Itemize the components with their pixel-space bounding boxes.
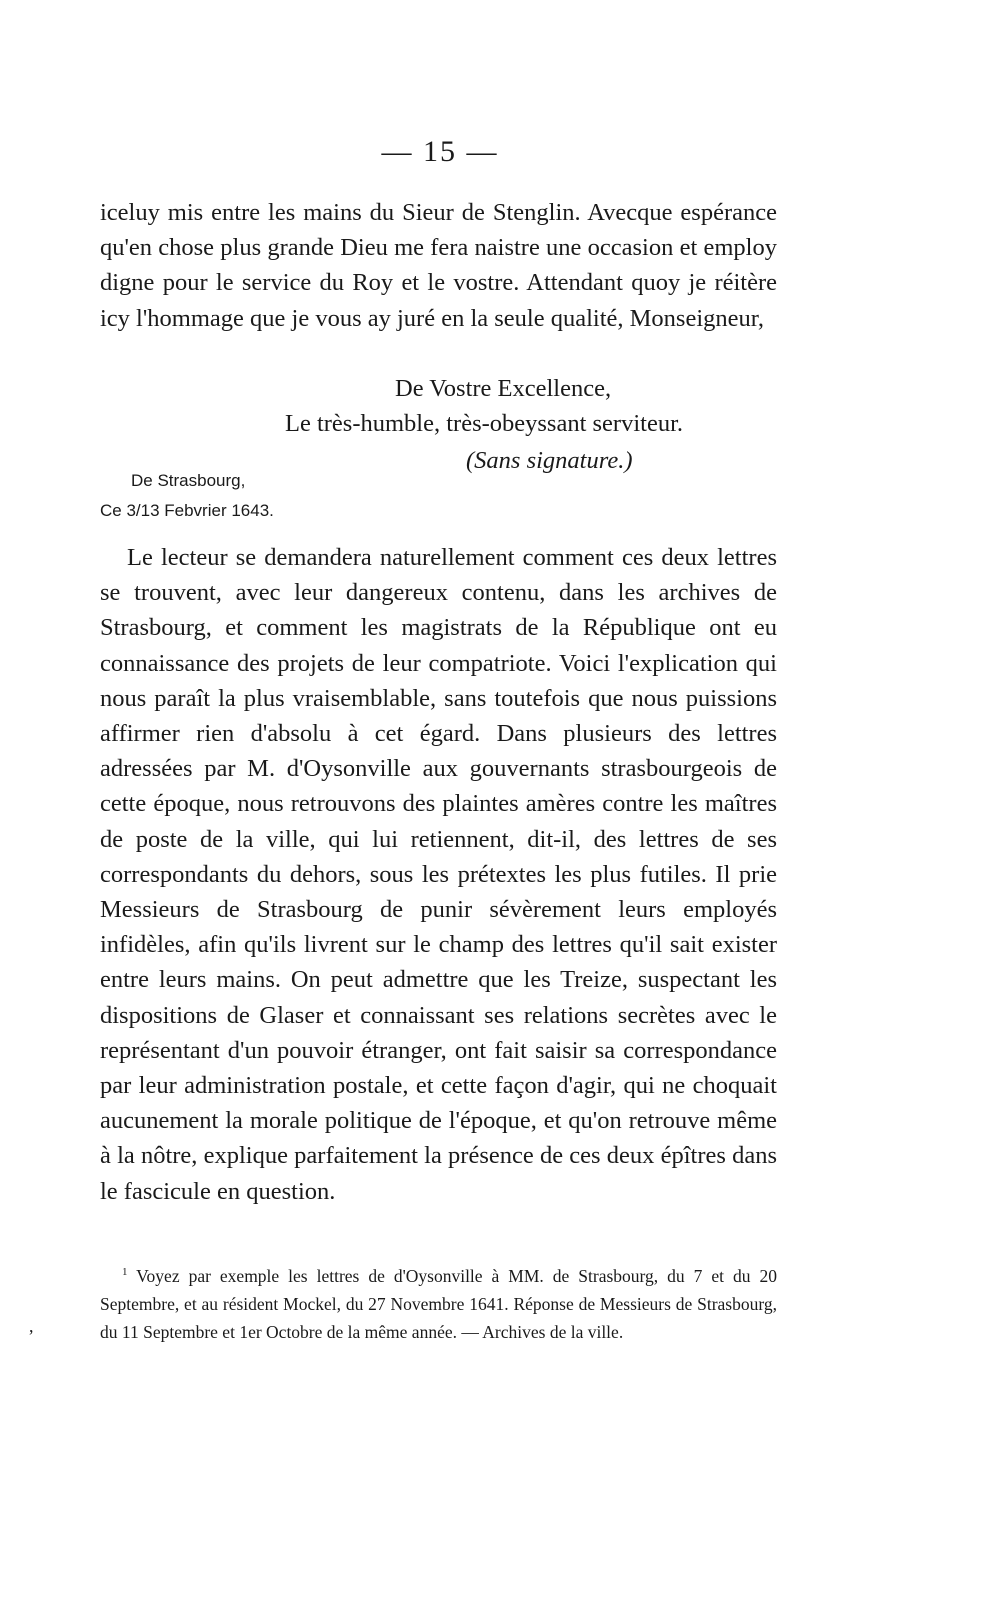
- footnote-marker: 1: [122, 1266, 128, 1279]
- margin-mark: ,: [29, 1316, 34, 1336]
- letter-place: De Strasbourg,: [131, 471, 246, 490]
- salutation-line-2: Le très-humble, très-obeyssant serviteur.: [285, 410, 684, 437]
- signature-note: (Sans signature.): [466, 447, 633, 474]
- salutation-line-1: De Vostre Excellence,: [395, 375, 612, 402]
- footnote: [100, 1262, 777, 1346]
- footnote-text: Voyez par exemple les lettres de d'Oysonville à MM. de Strasbourg, du 7 et du 20 Septembre, et au résident Mockel, du 27 Novembre 1641. Réponse de Messieurs de Strasbourg, du 11 Septembre et 1er Octobre de la même année. — Archives de la ville.: [100, 1266, 777, 1342]
- page-number: — 15 —: [381, 135, 499, 168]
- letter-date: Ce 3/13 Febvrier 1643.: [100, 501, 274, 520]
- letter-closing-paragraph: iceluy mis entre les mains du Sieur de Stenglin. Avecque espérance qu'en chose plus grande Dieu me fera naistre une occasion et employ digne pour le service du Roy et le vostre. Attendant quoy je réitère icy l'hommage que je vous ay juré en la seule qualité, Monseigneur,: [100, 199, 777, 332]
- commentary-paragraph: Le lecteur se demandera naturellement comment ces deux lettres se trouvent, avec leur dangereux contenu, dans les archives de Strasbourg, et comment les magistrats de la République ont eu connaissance des projets de leur compatriote. Voici l'explication qui nous paraît la plus vraisemblable, sans toutefois que nous puissions affirmer rien d'absolu à cet égard. Dans plusieurs des lettres adressées par M. d'Oysonville aux gouvernants strasbourgeois de cette époque, nous retrouvons des plaintes amères contre les maîtres de poste de la ville, qui lui retiennent, dit-il, des lettres de ses correspondants du dehors, sous les prétextes les plus futiles. Il prie Messieurs de Strasbourg de punir sévèrement leurs employés infidèles, afin qu'ils livrent sur le champ des lettres qu'il sait exister entre leurs mains. On peut admettre que les Treize, suspectant les dispositions de Glaser et connaissant ses relations secrètes avec le représentant d'un pouvoir étranger, ont fait saisir sa correspondance par leur administration postale, et cette façon d'agir, qui ne choquait aucunement la morale politique de l'époque, et qu'on retrouve même à la nôtre, explique parfaitement la présence de ces deux épîtres dans le fascicule en question.: [100, 544, 777, 1205]
